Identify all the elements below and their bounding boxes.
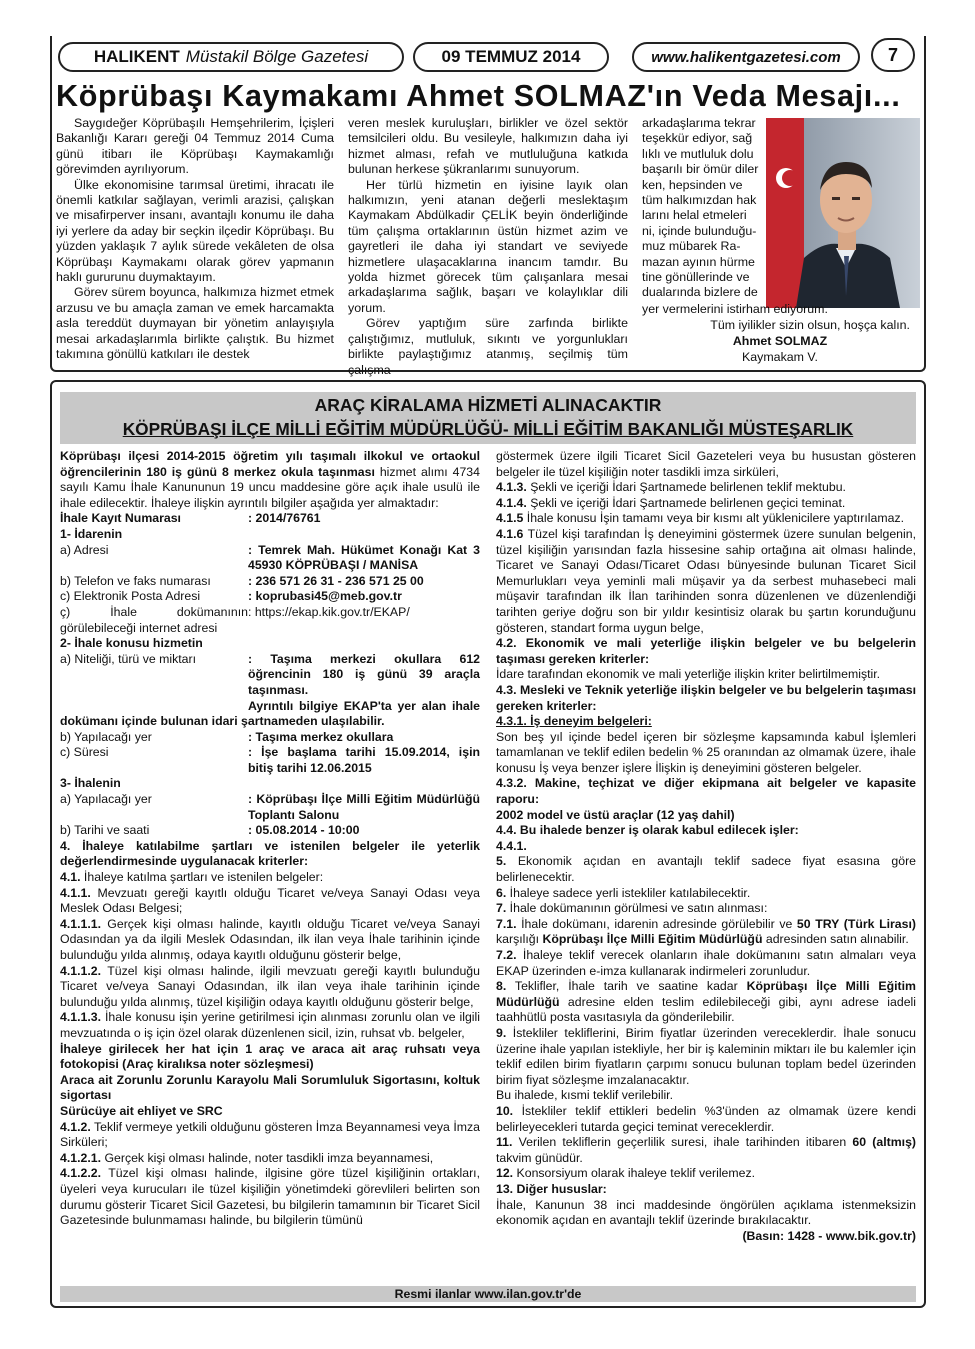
farewell-line: ni, içinde bulunduğu- — [642, 223, 757, 238]
farewell-column-1 — [56, 116, 334, 363]
tender-footer-text: Resmi ilanlar www.ilan.gov.tr'de — [394, 1287, 582, 1301]
clause-number: 4.1.6 — [496, 526, 524, 541]
clause-text: Gerçek kişi olması halinde, kayıtlı olduğu Ticaret ve/veya Sanayi Odasından ya da ilgili Meslek Odasından, ilk ilan veya İhale tarihinin içinde bulunduğu yılda alınmış, odaya kayıtlı olduğunu gösterir belge, — [60, 916, 480, 962]
farewell-paragraph: Ülke ekonomisine tarımsal üretimi, ihracatı ile önemli katkılar sağlayan, verimli arazisi, çalışkan ve misafirperver insanı, avantajlı konumu ile daha iyi yerlere da aday bir seçkin ilçedir Köprübaşı. Bu yüzden yaklaşık 7 aylık sürede vekâleten de olsa Köprübaşı Kaymakamı olarak görev yapmanın haklı gururunu duymaktayım. — [56, 177, 334, 285]
clause-text: karşılığı — [496, 932, 543, 947]
tender-date-label: b) Tarihi ve saati — [60, 823, 150, 838]
clause-text-bold: Köprübaşı İlçe Milli Eğitim Müdürlüğü — [496, 979, 916, 1009]
clause-number: 4.1. — [60, 870, 81, 885]
clause-text: adresinden satın alınabilir. — [762, 932, 909, 947]
tender-authority: KÖPRÜBAŞI İLÇE MİLLİ EĞİTİM MÜDÜRLÜĞÜ- MİLLİ EĞİTİM BAKANLIĞI MÜSTEŞARLIK — [122, 419, 854, 439]
registration-label: İhale Kayıt Numarası — [60, 511, 181, 526]
clause-text: Son beş yıl içinde bedel içeren bir sözleşme kapsamında kabul İşlemleri tamamlanan ve teklif edilen bedelin % 25 oranından az olmamak üzere, ihale konusu İş veya benzer işlere İlişkin iş deneyimini gösteren belgeler. — [496, 729, 916, 775]
clause-number: 7.2. — [496, 948, 517, 962]
clause-text: takvim günüdür. — [496, 1150, 583, 1165]
tender-date-row — [60, 823, 480, 839]
clause-text: İhaleye teklif verecek olanların ihale dokümanını satın almaları veya EKAP üzerinden e-imza kullanarak indirmeleri zorunludur. — [496, 948, 916, 978]
section-heading: 2- İhale konusu hizmetin — [60, 636, 203, 651]
farewell-headline: Köprübaşı Kaymakamı Ahmet SOLMAZ'ın Veda Mesajı... — [56, 79, 901, 113]
farewell-line: muz mübarek Ra- — [642, 239, 741, 254]
clause-text: İhaleye katılma şartları ve istenilen belgeler: — [80, 870, 324, 885]
ekap-note: Ayrıntılı bilgiye EKAP'ta yer alan ihale dokümanı içinde bulunan idari şartnameden ulaşılabilir. — [60, 698, 480, 729]
nature-row — [60, 652, 480, 699]
farewell-line: larını helal etmeleri — [642, 208, 747, 223]
tender-intro-bold: Köprübaşı ilçesi 2014-2015 öğretim yılı taşımalı ilkokul ve ortaokul öğrencilerinin 180 iş günü 8 merkez okula taşınması — [60, 449, 480, 479]
clause-text: İhale konusu İşin tamamı veya bir kısmı alt yüklenicilere yaptırılamaz. — [523, 511, 905, 526]
clause — [496, 917, 916, 948]
clause-number: 4.1.1.3. — [60, 1010, 102, 1025]
document-url-row — [60, 605, 480, 636]
duration-label: c) Süresi — [60, 745, 109, 760]
section-heading: 1- İdarenin — [60, 526, 123, 541]
clause — [60, 870, 480, 886]
clause-text: İhale, Kanunun 38 inci maddesinde öngörülen açıklama istenmeksizin ekonomik açıdan en avantajlı teklif üzerinde bırakılacaktır. — [496, 1197, 916, 1228]
tender-date-value: : 05.08.2014 - 10:00 — [248, 823, 360, 838]
clause — [60, 1010, 480, 1041]
clause-text: İhale dokümanının görülmesi ve satın alınması: — [506, 901, 768, 916]
clause-text: İstekliler tekliflerini, Birim fiyatlar üzerinden vereceklerdir. İhale sonucu üzerine ihale yapılan istekliyle, her bir iş kaleminin miktarı ile bu kalemler için teklif edilen birim fiyatların çarpımı sonucu bulunan toplam bedel üzerinden birim fiyat sözleşme imzalanacaktır. — [496, 1025, 916, 1087]
clause-heading: 4.2. Ekonomik ve mali yeterliğe ilişkin belgeler ve bu belgelerin taşıması gereken kriterler: — [496, 636, 916, 666]
farewell-line: dualarında bizlere de — [642, 285, 758, 300]
email-value[interactable]: : koprubasi45@meb.gov.tr — [248, 589, 402, 604]
clause — [60, 964, 480, 1011]
clause — [60, 1166, 480, 1228]
clause-text: Tüzel kişi olması halinde, ilgisine göre tüzel kişiliğinin ortakları, üyeleri veya kurucuları ile tüzel kişiliğin yönetimdeki görevlileri belirten son durumu gösterir Ticaret Sicil Gazetesi, bu bilgilerin tamamının bir Ticaret Sicil Gazetesinde bulunmaması halinde, bu bilgilerin tümünü — [60, 1166, 480, 1228]
farewell-line: arkadaşlarıma tekrar — [642, 116, 756, 130]
clause-heading: 4.3. Mesleki ve Teknik yeterliğe ilişkin belgeler ve bu belgelerin taşıması gereken kriterler: — [496, 682, 916, 713]
clause — [496, 511, 916, 527]
clause-text: adresine elden teslim edilebileceği gibi, aynı adrese iadeli taahhütlü posta vasıtasıyla da gönderilebilir. — [496, 994, 916, 1025]
clause-number: 4.1.4. — [496, 495, 527, 510]
clause-number: 4.1.2.1. — [60, 1150, 102, 1165]
clause-continued: göstermek üzere ilgili Ticaret Sicil Gazeteleri veya bu husustan gösteren belgeler ile tüzel kişiliğin noter tasdikli imza sirküleri, — [496, 449, 916, 479]
clause — [496, 496, 916, 512]
farewell-line: mazan ayının hürme — [642, 254, 755, 269]
clause — [60, 1151, 480, 1167]
vehicle-requirement: İhaleye girilecek her hat için 1 araç ve araca ait araç ruhsatı veya fotokopisi (Araç kiralıksa noter sözleşmesi) — [60, 1041, 480, 1072]
clause-text: Şekli ve içeriği İdari Şartnamede belirlenen teklif mektubu. — [526, 480, 846, 495]
section-heading: 4. İhaleye katılabilme şartları ve istenilen belgeler ile yeterlik değerlendirmesinde uygulanacak kriterler: — [60, 838, 480, 869]
address-row — [60, 543, 480, 574]
clause — [496, 854, 916, 885]
tender-intro-rest: hizmet alımı 4734 sayılı Kamu İhale Kanununun 19 uncu maddesine göre açık ihale usulü ile ihale edilecektir. İhaleye ilişkin ayrıntılı bilgiler aşağıda yer almaktadır: — [60, 464, 480, 510]
clause-number: 6. — [496, 885, 507, 900]
clause — [496, 886, 916, 902]
clause — [60, 1120, 480, 1151]
clause — [496, 1104, 916, 1135]
farewell-column-2 — [348, 116, 628, 378]
clause — [60, 886, 480, 917]
clause — [496, 1135, 916, 1166]
phone-value: : 236 571 26 31 - 236 571 25 00 — [248, 573, 424, 588]
clause-number: 4.1.1.2. — [60, 963, 102, 978]
clause-number: 4.1.5 — [496, 511, 524, 526]
clause-heading: 4.3.2. Makine, teçhizat ve diğer ekipmana ait belgeler ve kapasite raporu: — [496, 776, 916, 807]
clause — [496, 948, 916, 979]
clause-heading: 4.4. Bu ihalede benzer iş olarak kabul edilecek işler: — [496, 823, 799, 838]
section-heading: 3- İhalenin — [60, 776, 121, 791]
farewell-line: tine gönüllerinde ve — [642, 270, 750, 285]
issue-date: 09 TEMMUZ 2014 — [441, 47, 581, 66]
clause-text: Bu ihalede, kısmi teklif verilebilir. — [496, 1088, 674, 1103]
clause-text: Teklifler, İhale tarih ve saatine kadar — [506, 979, 747, 994]
farewell-column-3 — [642, 116, 764, 301]
duration-value: : İşe başlama tarihi 15.09.2014, işin bitiş tarihi 12.06.2015 — [248, 745, 480, 775]
clause-text: Şekli ve içeriği İdari Şartnamede belirlenen geçici teminat. — [526, 495, 846, 510]
place-label: b) Yapılacağı yer — [60, 729, 152, 744]
brand-name: HALIKENT — [93, 47, 180, 66]
clause-text: Tüzel kişi tarafından İş deneyimini göstermek üzere sunulan belgenin, tüzel kişiliğin yarısından fazla hissesine sahip ortağına ait olması halinde, Ticaret ve Sanayi Odası/Ticaret Odası bünyesinde bulunan Ticaret Sicil Memurlukları veya yeminli mali müşavir ya da serbest muhasebeci mali müşavir tarafından ilk İlan tarihinden sonra düzenlenen ve düzenlendiği tarihten geriye doğru son bir yıldır kesintisiz olarak bu şartın korunduğunu gösteren, standart forma uygun belge, — [496, 526, 916, 635]
clause-text: Verilen tekliflerin geçerlilik suresi, ihale tarihinden itibaren — [512, 1135, 853, 1150]
duration-row — [60, 745, 480, 776]
clause-number: 8. — [496, 979, 507, 994]
email-label: c) Elektronik Posta Adresi — [60, 589, 201, 604]
farewell-paragraph: veren meslek kuruluşları, birlikler ve özel sektör temsilcileri oldu. Bu vesileyle, halkımızın daha iyi hizmet alması, refah ve mutluluğuna katkıda bulunan herkese şükranlarımı sunuyorum. — [348, 116, 628, 177]
clause-text: İdare tarafından ekonomik ve mali yeterliğe ilişkin kriter belirtilmemiştir. — [496, 667, 881, 682]
farewell-line: lıklı ve mutluluk dolu — [642, 146, 754, 161]
clause-number: 7. — [496, 901, 507, 916]
clause-heading: 4.3.1. İş deneyim belgeleri: — [496, 714, 652, 729]
clause-number: 4.1.1. — [60, 885, 91, 900]
farewell-paragraph: Her türlü hizmetin en iyisine layık olan halkımızın, yeni atanan değerli meslektaşım Kaymakam Abdülkadir ÇELİK beyin önderliğinde tüm çalışma ortaklarının üstün hizmet azim ve gayretleri ile daha iyi standart ve seviyede hizmetlere ulaşacaklarına inancım tamdır. Bu yolda hizmet görecek tüm çalışanlara mesai arkadaşlarıma sağlık, başarı ve kolaylıklar dili yorum. — [348, 177, 628, 315]
clause — [60, 917, 480, 964]
clause-text: İhaleye sadece yerli istekliler katılabilecektir. — [506, 885, 751, 900]
tender-left-column — [60, 449, 480, 1229]
clause-text: Ekonomik açıdan en avantajlı teklif sadece fiyat esasına göre belirlenecektir. — [496, 854, 916, 885]
place-value: : Taşıma merkez okullara — [248, 729, 394, 744]
nature-label: a) Niteliği, türü ve miktarı — [60, 651, 196, 666]
clause-heading: 13. Diğer hususlar: — [496, 1181, 607, 1196]
clause-number: 5. — [496, 854, 507, 869]
clause-text: İhale konusu işin yerine getirilmesi için alınması zorunlu olan ve ilgili mevzuatında o iş için özel olarak düzenlenen sicil, izin, ruhsat vb. belgeler, — [60, 1010, 480, 1040]
clause — [496, 1166, 916, 1182]
signature-name: Ahmet SOLMAZ — [732, 334, 828, 348]
clause-text: İhale dokümanı, idarenin adresinde görülebilir ve — [516, 916, 797, 931]
clause-number: 10. — [496, 1103, 514, 1118]
clause-number: 11. — [496, 1135, 513, 1150]
tender-intro — [60, 449, 480, 511]
farewell-line: başarılı bir ömür diler — [642, 162, 759, 177]
place-row — [60, 730, 480, 746]
registration-row — [60, 511, 480, 527]
email-row — [60, 589, 480, 605]
registration-value: : 2014/76761 — [248, 511, 321, 526]
clause-number: 7.1. — [496, 916, 517, 931]
document-url-value[interactable]: : https://ekap.kik.gov.tr/EKAP/ — [248, 604, 410, 619]
clause — [496, 480, 916, 496]
clause — [496, 979, 916, 1026]
clause-text: Gerçek kişi olması halinde, noter tasdikli imza beyannamesi, — [101, 1150, 434, 1165]
address-value: : Temrek Mah. Hükümet Konağı Kat 3 45930 KÖPRÜBAŞI / MANİSA — [248, 542, 480, 573]
clause-number: 12. — [496, 1166, 514, 1181]
clause-text-bold: Köprübaşı İlçe Milli Eğitim Müdürlüğü — [542, 932, 763, 947]
clause-number: 4.1.3. — [496, 480, 527, 495]
tender-place-label: a) Yapılacağı yer — [60, 792, 152, 807]
insurance-requirement: Araca ait Zorunlu Zorunlu Karayolu Mali Sorumluluk Sigortasını, koltuk sigortası — [60, 1072, 480, 1103]
flag-shape — [766, 118, 804, 308]
tender-place-value: : Köprübaşı İlçe Milli Eğitim Müdürlüğü Toplantı Salonu — [248, 792, 480, 822]
signature-title: Kaymakam V. — [742, 350, 818, 364]
clause-number: 4.1.2.2. — [60, 1166, 102, 1181]
clause-number: 4.1.1.1. — [60, 916, 102, 931]
tender-right-column — [496, 449, 916, 1244]
clause — [496, 901, 916, 917]
farewell-line: ken, hepsinden ve — [642, 177, 743, 192]
farewell-paragraph: Görev yaptığım süre zarfında birlikte çalıştığımız, mutluluk, sıkıntı ve yorgunlukları birlikte paylaştığımız atanmış, seçilmiş tüm çalışma — [348, 316, 628, 377]
phone-row — [60, 574, 480, 590]
farewell-tail: yer vermelerini istirham ediyorum. — [642, 302, 828, 316]
clause — [496, 527, 916, 636]
clause-number: 4.4.1. — [496, 838, 527, 853]
press-reference: (Basın: 1428 - www.bik.gov.tr) — [742, 1228, 916, 1243]
clause-text: Konsorsiyum olarak ihaleye teklif verilemez. — [513, 1166, 756, 1181]
clause — [496, 1026, 916, 1088]
clause-text: Teklif vermeye yetkili olduğunu gösteren İmza Beyannamesi veya İmza Sirküleri; — [60, 1119, 480, 1150]
driver-requirement: Sürücüye ait ehliyet ve SRC — [60, 1103, 223, 1118]
farewell-line: tüm halkımızdan hak — [642, 193, 757, 208]
nature-value: : Taşıma merkezi okullara 612 öğrencinin 180 iş günü 39 araçla taşınması. — [248, 651, 480, 697]
clause-number: 4.1.2. — [60, 1119, 91, 1134]
farewell-paragraph: Görev sürem boyunca, halkımıza hizmet etmek arzusu ve bu amaçla zaman ve emek harcamakta asla tereddüt duymayan bir yönetim anlayışıyla mesai arkadaşlarımla birlikte çalıştık. Bu hizmet takımına gönüllü katkıları ile destek — [56, 285, 334, 362]
website-url: www.halikentgazetesi.com — [651, 48, 841, 66]
tender-place-row — [60, 792, 480, 823]
portrait-photo — [766, 118, 920, 308]
farewell-paragraph: Saygıdeğer Köprübaşılı Hemşehrilerim, İçişleri Bakanlığı Kararı gereği 04 Temmuz 2014 Cuma günü itibarı ile Köprübaşı Kaymakamlığı görevimden ayrılıyorum. — [56, 116, 334, 177]
address-label: a) Adresi — [60, 542, 109, 557]
clause-text-bold: 60 (altmış) — [852, 1135, 916, 1150]
brand-subtitle: Müstakil Bölge Gazetesi — [185, 47, 369, 66]
page-number: 7 — [887, 44, 898, 65]
clause-text: İstekliler teklif ettikleri bedelin %3'ünden az olmamak üzere kendi belirleyecekleri tutarda geçici teminat vereceklerdir. — [496, 1103, 916, 1134]
phone-label: b) Telefon ve faks numarası — [60, 573, 211, 588]
clause-text: Mevzuatı gereği kayıtlı olduğu Ticaret ve/veya Sanayi Odası veya Meslek Odası Belgesi; — [60, 885, 480, 916]
document-url-label: ç) İhale dokümanının görülebileceği internet adresi — [60, 604, 248, 635]
tender-title: ARAÇ KİRALAMA HİZMETİ ALINACAKTIR — [314, 395, 662, 415]
clause-text: 2002 model ve üstü araçlar (12 yaş dahil) — [496, 807, 735, 822]
farewell-closing: Tüm iyilikler sizin olsun, hoşça kalın. — [710, 318, 910, 332]
clause-text: Tüzel kişi olması halinde, ilgili mevzuatı gereği kayıtlı bulunduğu Ticaret ve/veya Sanayi Odasından, ilk ilan veya ihale tarihinin içinde bulunduğu yılda alınmış, tüzel kişiliğin odaya kayıtlı olduğunu gösterir belge, — [60, 963, 480, 1009]
portrait-illustration — [766, 118, 920, 308]
clause-text-bold: 50 TRY (Türk Lirası) — [796, 916, 916, 931]
clause-number: 9. — [496, 1025, 507, 1040]
farewell-line: teşekkür ediyor, sağ — [642, 131, 753, 146]
